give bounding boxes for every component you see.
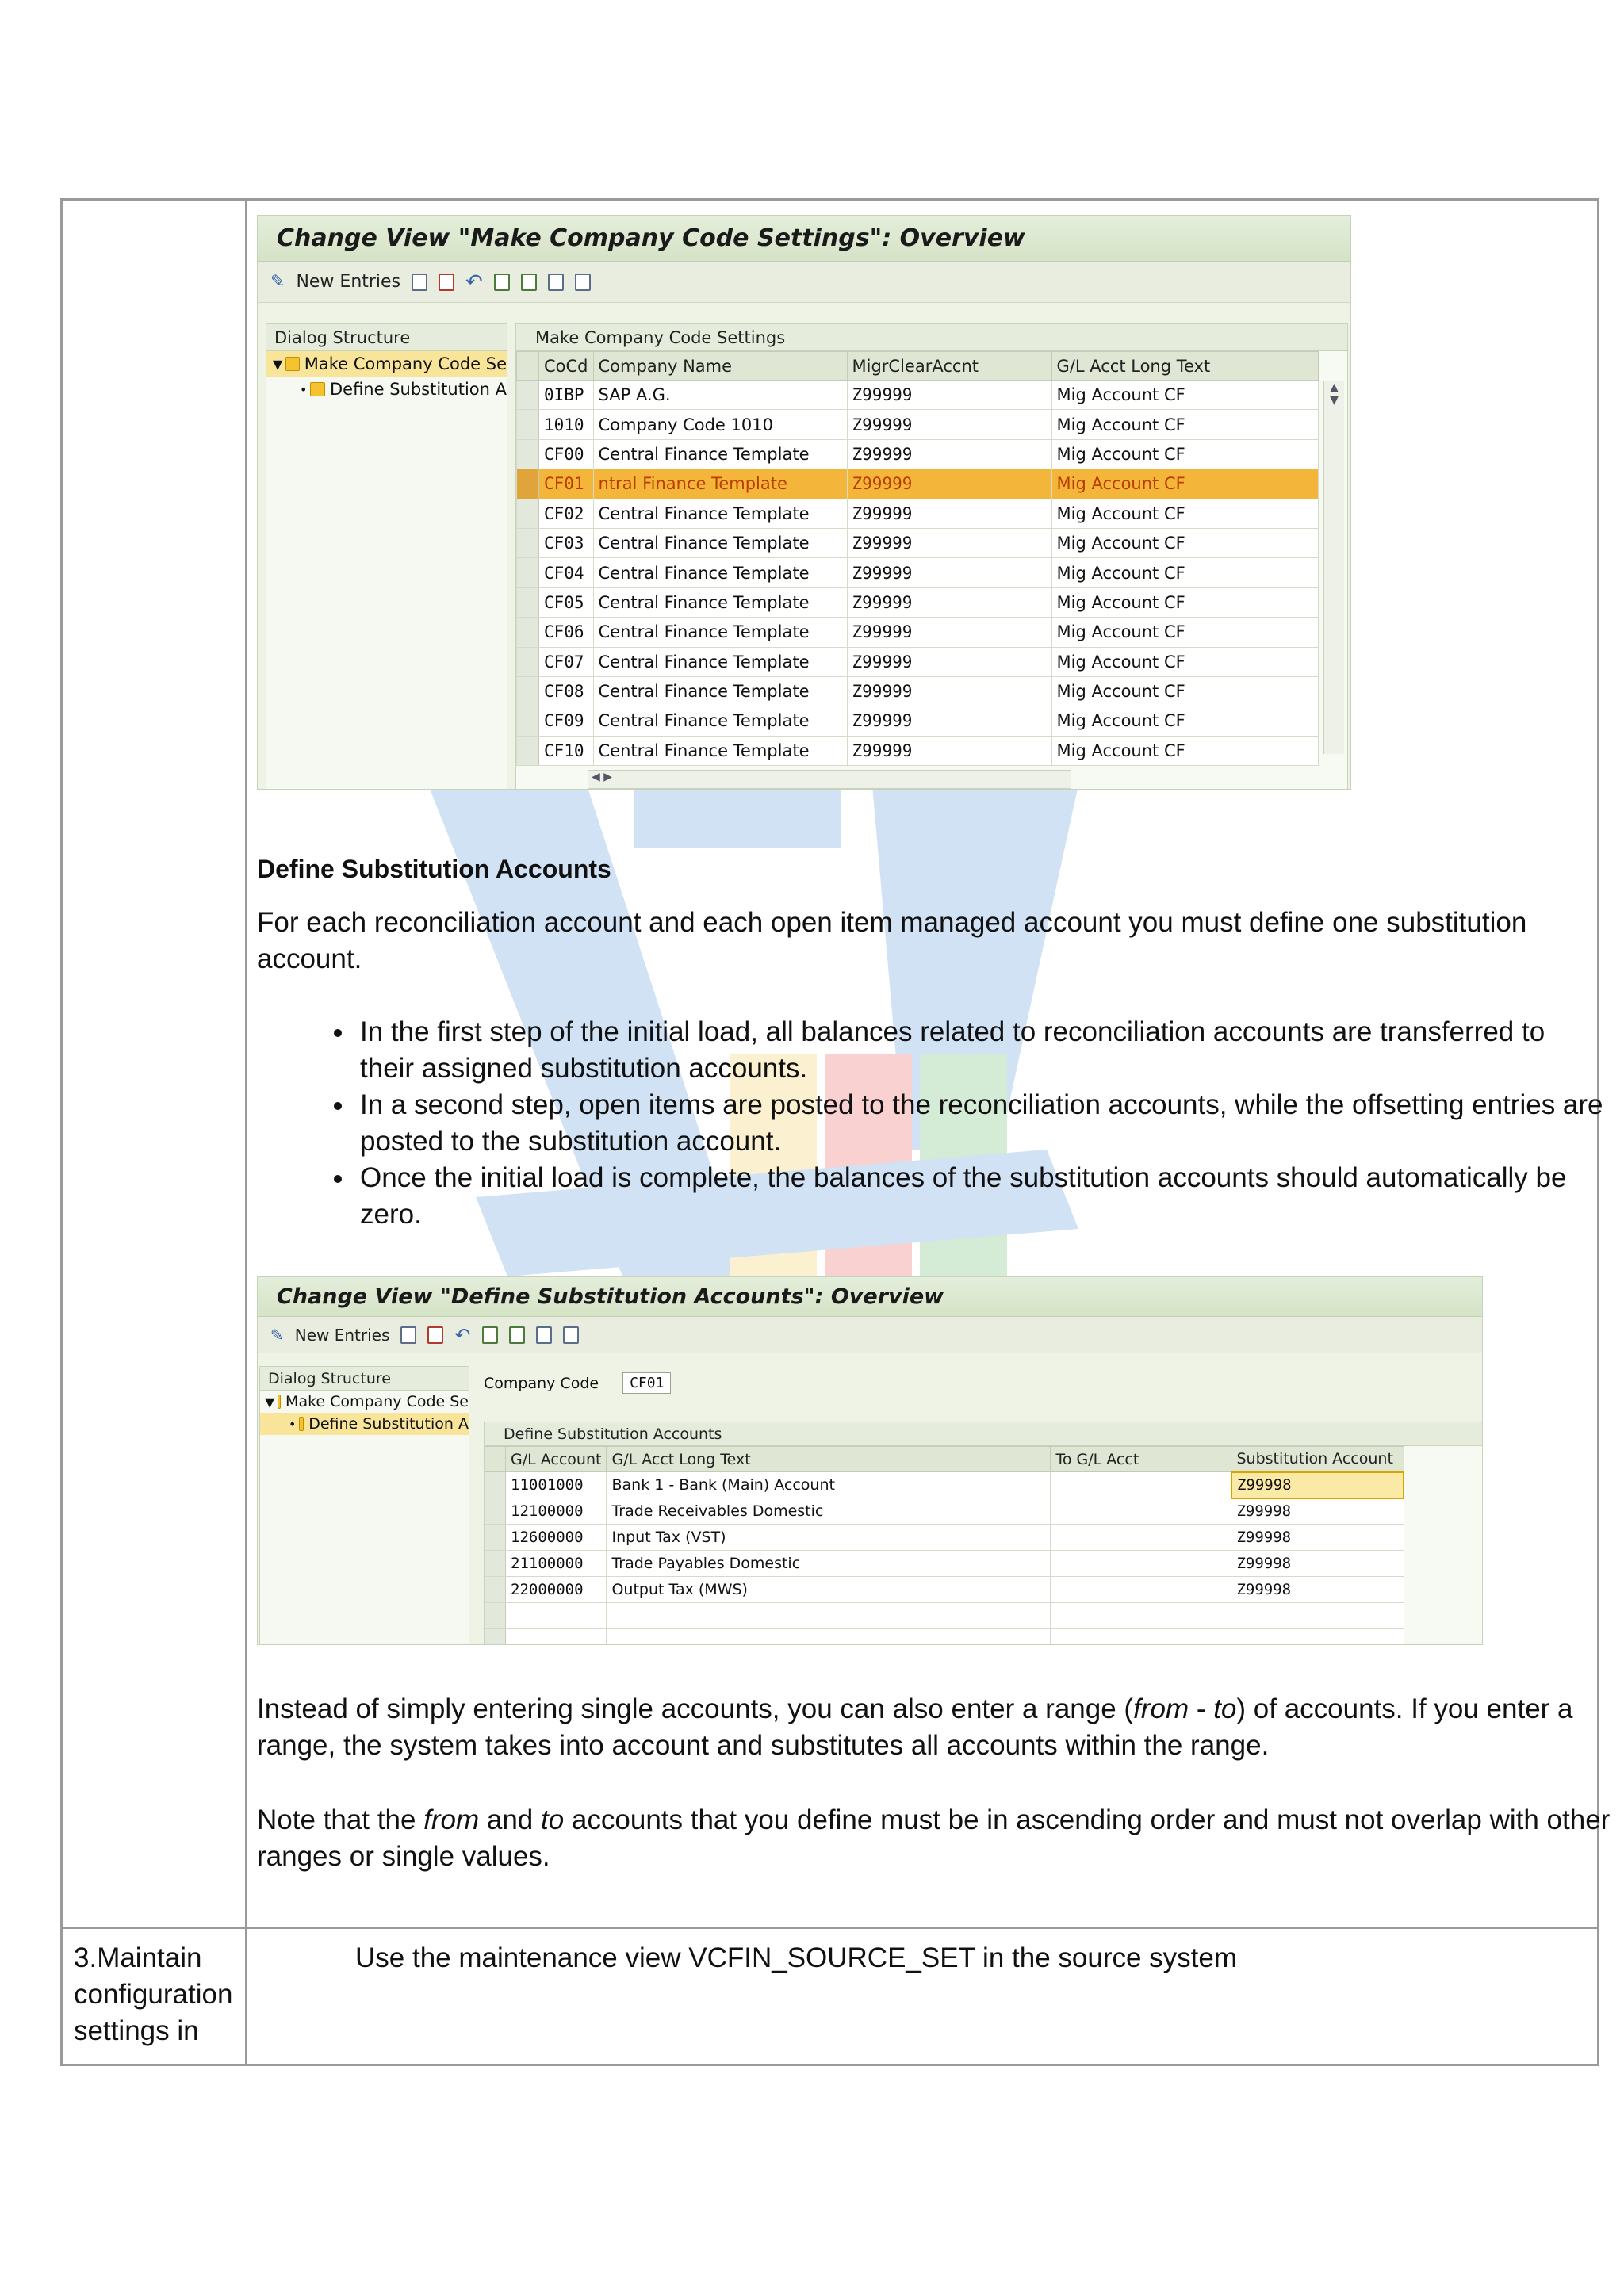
row-selector[interactable]: [517, 410, 539, 439]
cell-to-gl-acct[interactable]: [1051, 1525, 1231, 1551]
copy-icon[interactable]: [412, 274, 427, 291]
cell-migr-clear-accnt[interactable]: Z99999: [847, 676, 1051, 706]
undo-icon[interactable]: ↶: [454, 1323, 471, 1346]
row-selector[interactable]: [517, 528, 539, 557]
table-row[interactable]: [485, 1472, 1404, 1498]
delete-icon[interactable]: [427, 1326, 443, 1344]
col-gl-acct-long-text[interactable]: G/L Acct Long Text: [1051, 352, 1318, 381]
select-all-icon[interactable]: [482, 1326, 498, 1344]
cell-company-name[interactable]: Central Finance Template: [593, 558, 847, 587]
horizontal-scrollbar[interactable]: ◀ ▶: [588, 770, 1071, 789]
substitution-accounts-grid: [484, 1422, 1483, 1645]
pencil-icon[interactable]: ✎: [270, 1325, 284, 1345]
cell-gl-long-text[interactable]: Mig Account CF: [1051, 676, 1318, 706]
cell-cocd[interactable]: CF06: [539, 618, 594, 647]
screen-title: Change View "Define Substitution Accounts": Overview: [258, 1277, 1482, 1317]
table-row[interactable]: [517, 587, 1319, 617]
cell-migr-clear-accnt[interactable]: Z99999: [847, 499, 1051, 528]
table-row: [63, 1929, 1597, 2064]
table-row[interactable]: [517, 647, 1319, 676]
cell-company-name[interactable]: Central Finance Template: [593, 618, 847, 647]
cell-company-name[interactable]: Central Finance Template: [593, 499, 847, 528]
company-code-table: [516, 351, 1319, 766]
table-row[interactable]: [485, 1525, 1404, 1551]
cell-gl-long-text[interactable]: Trade Payables Domestic: [607, 1551, 1051, 1577]
cell-migr-clear-accnt[interactable]: Z99999: [847, 439, 1051, 469]
note-paragraph: Note that the from and to accounts that you define must be in ascending order and must not overlap with other ranges or single values.: [257, 1804, 1611, 1872]
cell-cocd[interactable]: 1010: [539, 410, 594, 439]
cell-gl-long-text[interactable]: Mig Account CF: [1051, 647, 1318, 676]
dialog-structure-panel: [266, 323, 508, 790]
cell-cocd[interactable]: CF10: [539, 736, 594, 765]
section-intro: For each reconciliation account and each open item managed account you must define one substitution account.: [257, 907, 1527, 974]
cell-company-name[interactable]: Central Finance Template: [593, 587, 847, 617]
expand-triangle-icon[interactable]: ▼: [273, 356, 283, 372]
table-row[interactable]: [517, 706, 1319, 736]
cell-substitution-account[interactable]: Z99998: [1231, 1525, 1404, 1551]
cell-substitution-account[interactable]: Z99998: [1231, 1551, 1404, 1577]
section-text: [257, 851, 1605, 1233]
step-label: 3.Maintain configuration settings in: [63, 1929, 247, 2064]
folder-icon: [278, 1395, 281, 1409]
col-gl-account[interactable]: G/L Account: [506, 1447, 607, 1472]
section-heading: Define Substitution Accounts: [257, 855, 611, 883]
table-row[interactable]: [517, 499, 1319, 528]
empty-cell[interactable]: [1231, 1629, 1404, 1646]
cell-migr-clear-accnt[interactable]: Z99999: [847, 558, 1051, 587]
sap-screen-define-substitution-accounts: [257, 1276, 1483, 1645]
cell-company-name[interactable]: Central Finance Template: [593, 706, 847, 736]
row-selector[interactable]: [517, 469, 539, 499]
cell-migr-clear-accnt[interactable]: Z99999: [847, 706, 1051, 736]
company-code-label: Company Code: [484, 1374, 599, 1392]
cell-company-name[interactable]: Central Finance Template: [593, 736, 847, 765]
empty-cell[interactable]: [485, 1629, 506, 1646]
print-icon[interactable]: [563, 1326, 579, 1344]
step-description: Use the maintenance view VCFIN_SOURCE_SET in the source system: [355, 1942, 1238, 1973]
cell-gl-long-text[interactable]: Bank 1 - Bank (Main) Account: [607, 1472, 1051, 1498]
table-row: [63, 201, 1611, 1929]
vertical-scrollbar[interactable]: ▲ ▼: [1323, 381, 1344, 754]
row-selector[interactable]: [517, 587, 539, 617]
table-row[interactable]: [485, 1498, 1404, 1525]
sap-screen-company-code-settings: [257, 215, 1351, 790]
empty-cell[interactable]: [506, 1629, 607, 1646]
table-row[interactable]: [517, 528, 1319, 557]
step-description-cell: [247, 1929, 1597, 2064]
cell-gl-long-text[interactable]: Mig Account CF: [1051, 736, 1318, 765]
cell-migr-clear-accnt[interactable]: Z99999: [847, 410, 1051, 439]
cell-gl-long-text[interactable]: Mig Account CF: [1051, 618, 1318, 647]
company-code-input[interactable]: CF01: [622, 1372, 671, 1394]
empty-table-row[interactable]: [485, 1629, 1404, 1646]
folder-icon: [310, 382, 325, 396]
table-header-row: [517, 352, 1319, 381]
cell-cocd[interactable]: CF00: [539, 439, 594, 469]
col-substitution-account[interactable]: Substitution Account: [1231, 1447, 1404, 1472]
cell-gl-long-text[interactable]: Mig Account CF: [1051, 469, 1318, 499]
dialog-structure-title: Dialog Structure: [260, 1367, 469, 1391]
cell-migr-clear-accnt[interactable]: Z99999: [847, 647, 1051, 676]
table-row[interactable]: [517, 736, 1319, 765]
empty-table-row[interactable]: [485, 1603, 1404, 1629]
screen-title: Change View "Make Company Code Settings": Overview: [258, 216, 1350, 262]
cell-cocd[interactable]: CF02: [539, 499, 594, 528]
cell-gl-long-text[interactable]: Mig Account CF: [1051, 706, 1318, 736]
cell-gl-long-text[interactable]: Mig Account CF: [1051, 587, 1318, 617]
tree-item-make-company-code[interactable]: ▼ Make Company Code Se: [266, 351, 507, 377]
open-folder-icon: [285, 357, 299, 371]
cell-to-gl-acct[interactable]: [1051, 1577, 1231, 1603]
col-migr-clear-accnt[interactable]: MigrClearAccnt: [847, 352, 1051, 381]
cell-cocd[interactable]: 0IBP: [539, 381, 594, 410]
cell-cocd[interactable]: CF08: [539, 676, 594, 706]
bullet-icon: •: [289, 1416, 297, 1432]
row-selector-header[interactable]: [517, 352, 539, 381]
cell-gl-account[interactable]: 11001000: [506, 1472, 607, 1498]
row-selector[interactable]: [517, 618, 539, 647]
row-selector[interactable]: [485, 1498, 506, 1525]
col-company-name[interactable]: Company Name: [593, 352, 847, 381]
table-header-row: [485, 1447, 1404, 1472]
dialog-structure-panel: [259, 1366, 469, 1645]
cell-gl-long-text[interactable]: Mig Account CF: [1051, 558, 1318, 587]
cell-gl-account[interactable]: 12600000: [506, 1525, 607, 1551]
row-selector[interactable]: [517, 558, 539, 587]
cell-to-gl-acct[interactable]: [1051, 1472, 1231, 1498]
empty-cell[interactable]: [607, 1603, 1051, 1629]
cell-cocd[interactable]: CF09: [539, 706, 594, 736]
cell-migr-clear-accnt[interactable]: Z99999: [847, 528, 1051, 557]
row-selector[interactable]: [485, 1525, 506, 1551]
cell-company-name[interactable]: Central Finance Template: [593, 647, 847, 676]
cell-migr-clear-accnt[interactable]: Z99999: [847, 618, 1051, 647]
grid-title: Make Company Code Settings: [516, 324, 1347, 351]
cell-migr-clear-accnt[interactable]: Z99999: [847, 381, 1051, 410]
cell-migr-clear-accnt[interactable]: Z99999: [847, 736, 1051, 765]
cell-company-name[interactable]: ntral Finance Template: [593, 469, 847, 499]
print-icon[interactable]: [575, 274, 591, 291]
tree-item-define-substitution[interactable]: • Define Substitution A: [260, 1413, 469, 1435]
select-block-icon[interactable]: [509, 1326, 525, 1344]
cell-cocd[interactable]: CF07: [539, 647, 594, 676]
row-selector[interactable]: [485, 1551, 506, 1577]
company-code-field-row: [484, 1372, 671, 1394]
open-folder-icon: [299, 1417, 304, 1431]
empty-cell[interactable]: [1231, 1603, 1404, 1629]
cell-company-name[interactable]: Central Finance Template: [593, 676, 847, 706]
list-item: • In a second step, open items are posted to the reconciliation accounts, while the offsetting entries are posted to the substitution account.: [355, 1087, 1605, 1160]
cell-gl-long-text[interactable]: Mig Account CF: [1051, 528, 1318, 557]
tree-item-define-substitution[interactable]: • Define Substitution A: [300, 380, 507, 399]
document-table: [60, 198, 1611, 2066]
grid-title: Define Substitution Accounts: [485, 1422, 1482, 1446]
left-cell-empty: [63, 201, 247, 1927]
cell-gl-long-text[interactable]: Output Tax (MWS): [607, 1577, 1051, 1603]
cell-cocd[interactable]: CF03: [539, 528, 594, 557]
col-to-gl-acct[interactable]: To G/L Acct: [1051, 1447, 1231, 1472]
empty-cell[interactable]: [506, 1603, 607, 1629]
list-item: • In the first step of the initial load, all balances related to reconciliation accounts are transferred to their assigned substitution accounts.: [355, 1014, 1605, 1087]
row-selector-header[interactable]: [485, 1447, 506, 1472]
empty-cell[interactable]: [485, 1603, 506, 1629]
copy-icon[interactable]: [400, 1326, 416, 1344]
new-entries-button[interactable]: New Entries: [294, 1325, 390, 1345]
row-selector[interactable]: [517, 499, 539, 528]
cell-company-name[interactable]: Central Finance Template: [593, 439, 847, 469]
table-row[interactable]: [485, 1577, 1404, 1603]
tree-item-make-company-code[interactable]: ▼ Make Company Code Se: [265, 1393, 469, 1410]
table-row[interactable]: [517, 410, 1319, 439]
cell-substitution-account[interactable]: Z99998: [1231, 1472, 1404, 1498]
table-row[interactable]: [517, 469, 1319, 499]
cell-gl-long-text[interactable]: Input Tax (VST): [607, 1525, 1051, 1551]
table-row[interactable]: [517, 618, 1319, 647]
range-paragraph: Instead of simply entering single accounts, you can also enter a range (from - to) of accounts. If you enter a range, the system takes into account and substitutes all accounts within the range.: [257, 1693, 1573, 1761]
cell-to-gl-acct[interactable]: [1051, 1551, 1231, 1577]
table-row[interactable]: [517, 676, 1319, 706]
row-selector[interactable]: [517, 439, 539, 469]
cell-gl-account[interactable]: 12100000: [506, 1498, 607, 1525]
cell-substitution-account[interactable]: Z99998: [1231, 1577, 1404, 1603]
select-block-icon[interactable]: [521, 274, 537, 291]
col-cocd[interactable]: CoCd: [539, 352, 594, 381]
cell-gl-long-text[interactable]: Mig Account CF: [1051, 439, 1318, 469]
cell-cocd[interactable]: CF04: [539, 558, 594, 587]
cell-company-name[interactable]: SAP A.G.: [593, 381, 847, 410]
row-selector[interactable]: [485, 1472, 506, 1498]
cell-company-name[interactable]: Company Code 1010: [593, 410, 847, 439]
table-row[interactable]: [485, 1551, 1404, 1577]
pencil-icon[interactable]: ✎: [270, 272, 285, 292]
col-gl-acct-long-text[interactable]: G/L Acct Long Text: [607, 1447, 1051, 1472]
row-selector[interactable]: [517, 381, 539, 410]
right-cell: [247, 201, 1611, 1927]
cell-migr-clear-accnt[interactable]: Z99999: [847, 587, 1051, 617]
cell-gl-long-text[interactable]: Mig Account CF: [1051, 381, 1318, 410]
cell-gl-long-text[interactable]: Mig Account CF: [1051, 410, 1318, 439]
toolbar: [258, 262, 1350, 303]
row-selector[interactable]: [517, 676, 539, 706]
row-selector[interactable]: [517, 647, 539, 676]
cell-substitution-account[interactable]: Z99998: [1231, 1498, 1404, 1525]
select-all-icon[interactable]: [494, 274, 510, 291]
dialog-structure-title: Dialog Structure: [266, 324, 507, 351]
bullet-icon: •: [300, 381, 308, 397]
deselect-all-icon[interactable]: [548, 274, 564, 291]
substitution-accounts-table: [485, 1446, 1404, 1645]
cell-to-gl-acct[interactable]: [1051, 1498, 1231, 1525]
empty-cell[interactable]: [607, 1629, 1051, 1646]
cell-gl-long-text[interactable]: Mig Account CF: [1051, 499, 1318, 528]
cell-gl-account[interactable]: 22000000: [506, 1577, 607, 1603]
table-row[interactable]: [517, 558, 1319, 587]
list-item: • Once the initial load is complete, the balances of the substitution accounts should automatically be zero.: [355, 1160, 1605, 1233]
table-row[interactable]: [517, 381, 1319, 410]
cell-cocd[interactable]: CF05: [539, 587, 594, 617]
company-code-grid: [515, 323, 1348, 790]
cell-gl-account[interactable]: 21100000: [506, 1551, 607, 1577]
cell-migr-clear-accnt[interactable]: Z99999: [847, 469, 1051, 499]
row-selector[interactable]: [485, 1577, 506, 1603]
cell-cocd[interactable]: CF01: [539, 469, 594, 499]
empty-cell[interactable]: [1051, 1629, 1231, 1646]
undo-icon[interactable]: ↶: [465, 270, 483, 294]
cell-company-name[interactable]: Central Finance Template: [593, 528, 847, 557]
delete-icon[interactable]: [439, 274, 454, 291]
cell-gl-long-text[interactable]: Trade Receivables Domestic: [607, 1498, 1051, 1525]
deselect-all-icon[interactable]: [536, 1326, 552, 1344]
expand-triangle-icon[interactable]: ▼: [265, 1394, 275, 1410]
row-selector[interactable]: [517, 706, 539, 736]
row-selector[interactable]: [517, 736, 539, 765]
toolbar: [258, 1317, 1482, 1353]
empty-cell[interactable]: [1051, 1603, 1231, 1629]
table-row[interactable]: [517, 439, 1319, 469]
bullet-list: [257, 1014, 1605, 1233]
new-entries-button[interactable]: New Entries: [296, 272, 401, 292]
